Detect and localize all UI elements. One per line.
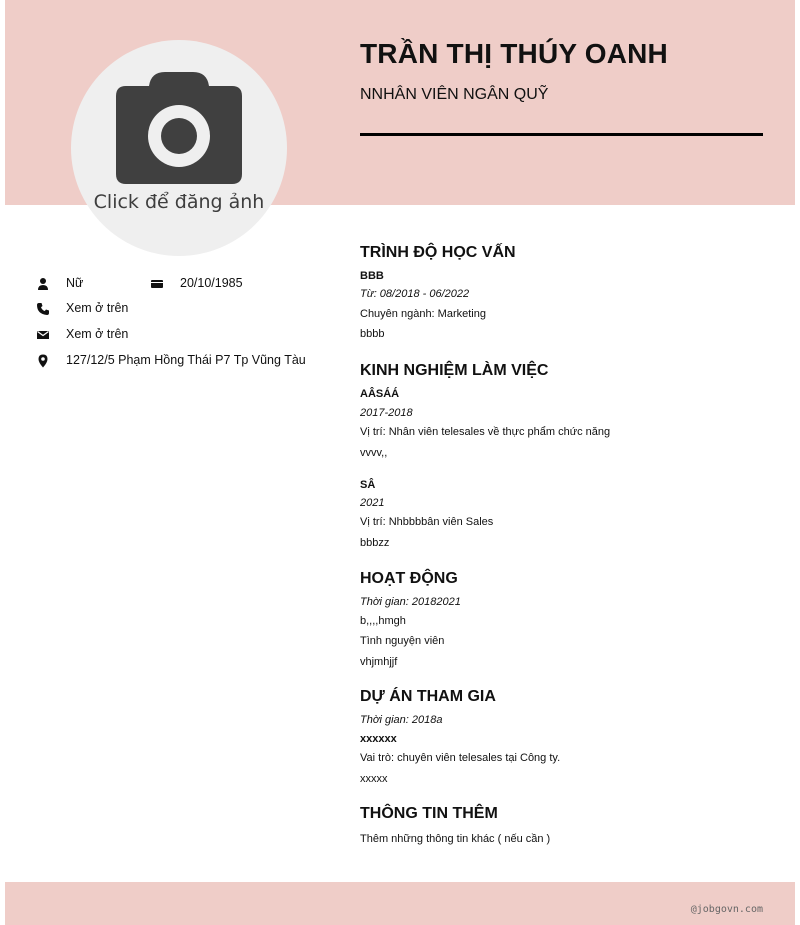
project-name: xxxxxx xyxy=(360,733,397,745)
camera-icon xyxy=(114,72,244,184)
additional-section xyxy=(360,803,780,846)
photo-upload[interactable] xyxy=(71,40,287,256)
footer-brand: @jobgovn.com xyxy=(690,904,763,915)
activity-description: vhjmhjjf xyxy=(360,656,398,668)
phone-value: Xem ở trên xyxy=(66,301,129,315)
calendar-icon xyxy=(150,277,164,291)
project-role: Vai trò: chuyên viên telesales tại Công ty. xyxy=(360,752,561,764)
education-major: Chuyên ngành: Marketing xyxy=(360,308,486,320)
footer-band xyxy=(5,882,795,925)
experience-section xyxy=(360,360,780,550)
address-value: 127/12/5 Phạm Hồng Thái P7 Tp Vũng Tàu xyxy=(66,353,306,367)
experience-position: Vị trí: Nhbbbbân viên Sales xyxy=(360,516,494,528)
section-title: HOẠT ĐỘNG xyxy=(360,570,458,587)
experience-position: Vị trí: Nhân viên telesales về thực phẩm chức năng xyxy=(360,426,611,438)
section-title: TRÌNH ĐỘ HỌC VẤN xyxy=(360,244,516,261)
experience-description: bbbzz xyxy=(360,537,390,549)
school-name: BBB xyxy=(360,270,384,282)
email-icon xyxy=(36,328,50,342)
email-value: Xem ở trên xyxy=(66,327,129,341)
experience-item xyxy=(360,478,780,550)
phone-icon xyxy=(36,302,50,316)
company-name: AÂSÁÁ xyxy=(360,388,400,400)
gender-value: Nữ xyxy=(66,276,84,290)
cv-page xyxy=(5,0,795,925)
experience-period: 2021 xyxy=(360,497,385,509)
experience-item xyxy=(360,387,780,460)
activity-role: Tình nguyện viên xyxy=(360,635,445,647)
education-section xyxy=(360,242,780,341)
section-title: DỰ ÁN THAM GIA xyxy=(360,688,496,705)
additional-text: Thêm những thông tin khác ( nếu cần ) xyxy=(360,833,551,845)
job-title: NNHÂN VIÊN NGÂN QUỸ xyxy=(360,86,549,103)
company-name: SÂ xyxy=(360,479,376,491)
experience-description: vvvv,, xyxy=(360,447,388,459)
main-content xyxy=(360,242,780,846)
experience-period: 2017-2018 xyxy=(360,407,413,419)
section-title: KINH NGHIỆM LÀM VIỆC xyxy=(360,362,549,379)
section-title: THÔNG TIN THÊM xyxy=(360,805,498,822)
candidate-name: TRẦN THỊ THÚY OANH xyxy=(360,38,668,69)
activities-section xyxy=(360,568,780,669)
project-time: Thời gian: 2018a xyxy=(360,714,443,726)
photo-upload-label: Click để đăng ảnh xyxy=(93,191,265,213)
birthdate-value: 20/10/1985 xyxy=(180,276,243,290)
header-divider xyxy=(360,133,763,136)
activity-time: Thời gian: 20182021 xyxy=(360,596,461,608)
activity-organization: b,,,,hmgh xyxy=(360,615,406,627)
projects-section xyxy=(360,686,780,786)
project-description: xxxxx xyxy=(360,773,388,785)
education-period: Từ: 08/2018 - 06/2022 xyxy=(360,288,470,300)
location-icon xyxy=(36,354,50,368)
user-icon xyxy=(36,277,50,291)
education-note: bbbb xyxy=(360,328,385,340)
